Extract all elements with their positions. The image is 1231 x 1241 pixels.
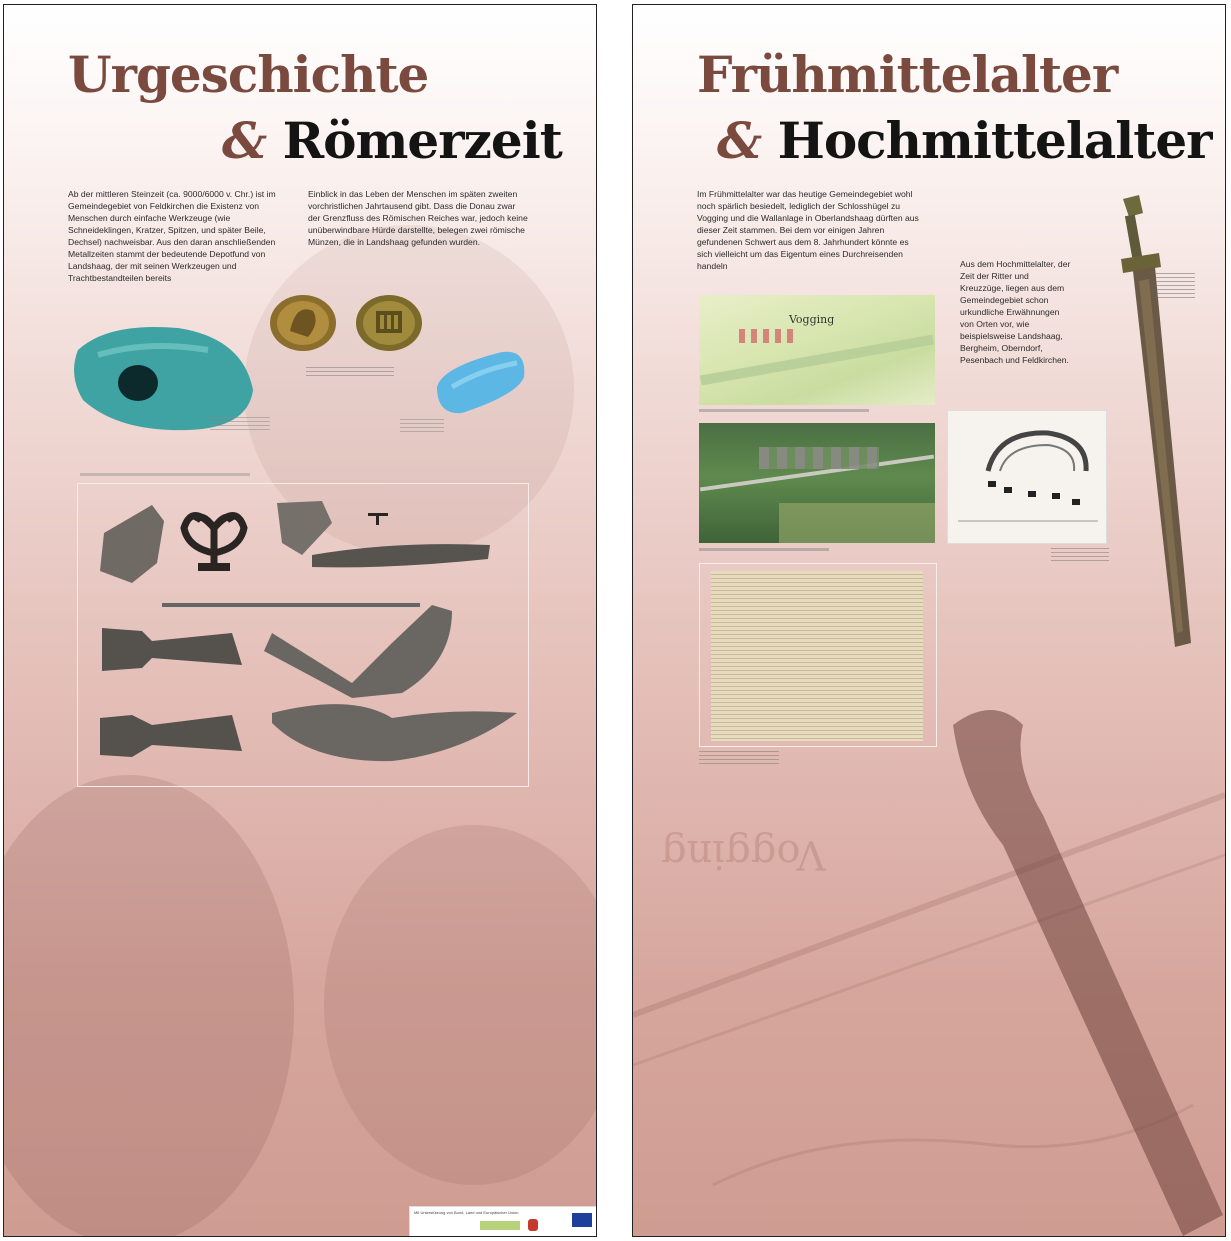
ghost-map-word: Vogging [661, 831, 826, 877]
medieval-charter-photo [711, 571, 923, 741]
caption-aerial-photo [699, 548, 829, 551]
aerial-field [779, 503, 935, 543]
panel-title-word: Hochmittelalter [777, 111, 1212, 170]
austria-crest-icon [528, 1219, 538, 1231]
historic-map-photo [699, 295, 935, 405]
ampersand: & [717, 111, 762, 170]
roman-coin-back-photo [354, 293, 424, 353]
panel-title-word: Römerzeit [282, 111, 562, 170]
eu-flag-icon [572, 1213, 592, 1227]
sponsor-logos-bar [409, 1206, 597, 1237]
rampart-plan-svg [948, 411, 1106, 543]
intro-text-main: Im Frühmittelalter war das heutige Gemeindegebiet wohl noch spärlich besiedelt, lediglich der Schlosshügel zu Vogging und die Wallanlage in Oberlandshaag dürften aus dieser Zeit stammen. Bei dem vor einigen Jahren gefundenen Schwert aus dem 8. Jahrhundert könnte es sich vielleicht um das Eigentum eines Durchreisenden handeln [697, 189, 919, 271]
panel-title-line2 [222, 111, 562, 170]
ampersand: & [222, 111, 267, 170]
ghost-coin-lower-right [324, 825, 597, 1185]
left-poster-panel [3, 4, 597, 1237]
panel-title-line2 [717, 111, 1212, 170]
roman-coin-front-photo [268, 293, 338, 353]
sponsor-text: Mit Unterstützung von Bund, Land und Europäischer Union [414, 1210, 519, 1215]
depot-find-bronze-objects-photo [92, 493, 522, 778]
right-poster-panel [632, 4, 1226, 1237]
intro-text-column-2: Einblick in das Leben der Menschen im späten zweiten vorchristlichen Jahrtausend gibt. Dass die Donau zwar der Grenzfluss des Römischen Reiches war, jedoch keine unüberwindbare Hürde darstellte, belegen zwei römische Münzen, die in Landshaag gefunden wurden. [308, 189, 528, 247]
map-place-label: Vogging [789, 313, 835, 326]
panel-title-line1: Urgeschichte [68, 45, 429, 104]
caption-depot-find [80, 473, 250, 476]
leader-logo [480, 1221, 520, 1230]
map-road [700, 335, 934, 386]
caption-coins [306, 367, 394, 377]
rampart-plan-drawing [947, 410, 1107, 544]
stone-chisel-photo [432, 347, 528, 417]
ghost-sword-silhouette [933, 695, 1225, 1236]
caption-sword [1151, 273, 1195, 301]
caption-stone-axe [210, 417, 270, 431]
caption-historic-map [699, 409, 869, 412]
intro-text-side: Aus dem Hochmittelalter, der Zeit der Ritter und Kreuzzüge, liegen aus dem Gemeindegebiet schon urkundliche Erwähnungen von Orten vor, wie beispielsweise Landshaag, Bergheim, Oberndorf, Pesenbach und Feldkirchen. [960, 259, 1071, 365]
aerial-houses [759, 447, 879, 469]
caption-charter [699, 751, 779, 765]
caption-chisel [400, 419, 444, 433]
aerial-photo [699, 423, 935, 543]
map-buildings [739, 329, 799, 343]
intro-text-column-1: Ab der mittleren Steinzeit (ca. 9000/6000 v. Chr.) ist im Gemeindegebiet von Feldkirchen die Existenz von Menschen durch einfache Werkzeuge (wie Schneideklingen, Kratzer, Spitzen, und später Beile, Dechsel) nachweisbar. Aus den daran anschließenden Metallzeiten stammt der bedeutende Depotfund von Landshaag, der mit seinen Werkzeugen und Trachtbestandteilen bereits [68, 189, 276, 283]
panel-title-line1: Frühmittelalter [697, 45, 1118, 104]
medieval-sword-photo [1099, 191, 1195, 651]
ghost-coin-lower-left [3, 775, 294, 1237]
